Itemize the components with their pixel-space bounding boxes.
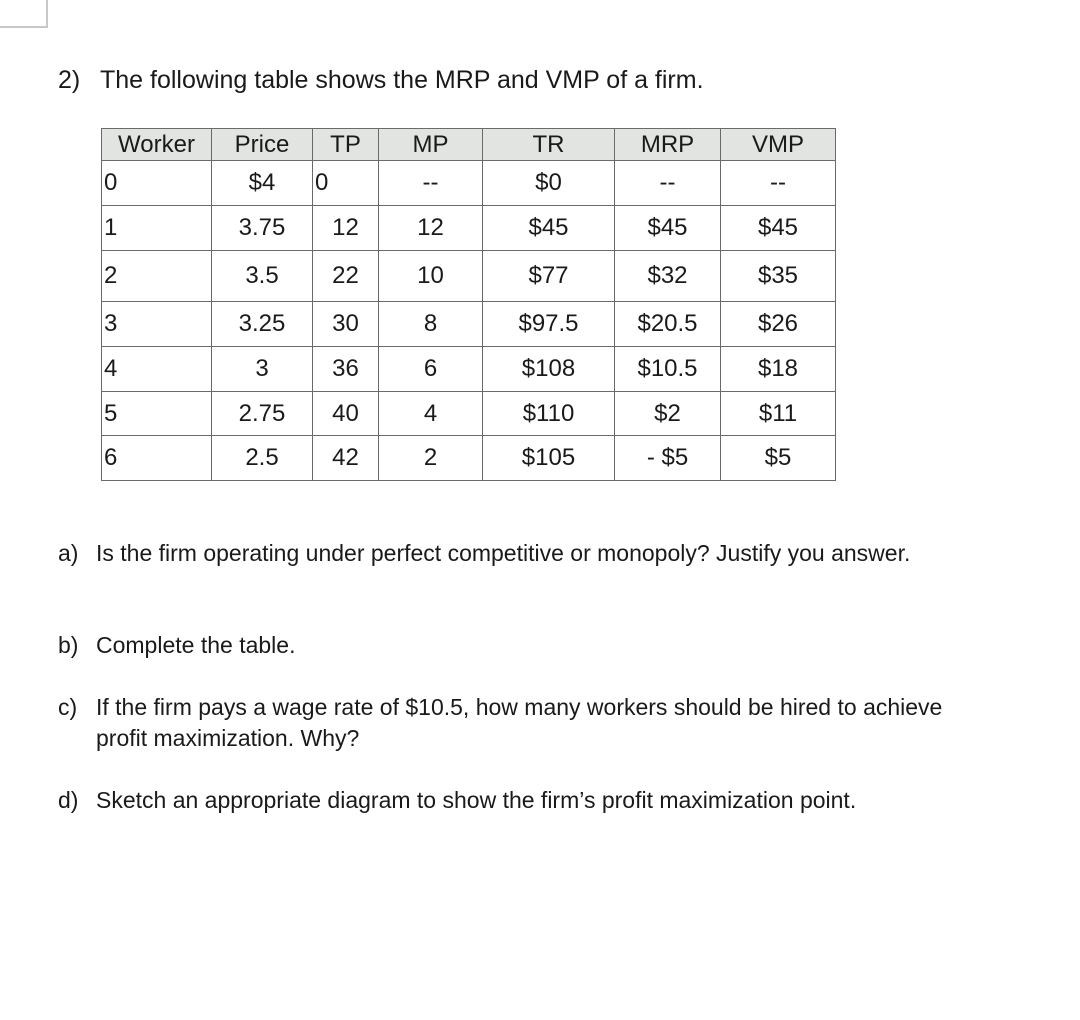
table-cell: 22	[313, 251, 379, 302]
table-cell: $0	[483, 161, 615, 206]
table-cell: $18	[721, 347, 836, 392]
table-cell: $32	[615, 251, 721, 302]
table-cell: 1	[102, 206, 212, 251]
table-cell: $20.5	[615, 302, 721, 347]
table-cell: 40	[313, 392, 379, 436]
table-cell: $110	[483, 392, 615, 436]
table-cell: 3.5	[212, 251, 313, 302]
table-cell: --	[721, 161, 836, 206]
table-cell: 10	[379, 251, 483, 302]
header-worker: Worker	[102, 129, 212, 161]
table-cell: $105	[483, 436, 615, 481]
header-price: Price	[212, 129, 313, 161]
sub-question-letter: d)	[58, 787, 79, 813]
table-cell: $77	[483, 251, 615, 302]
table-cell: $35	[721, 251, 836, 302]
table-cell: 2	[102, 251, 212, 302]
table-cell: 12	[379, 206, 483, 251]
table-cell: $11	[721, 392, 836, 436]
table-row	[102, 347, 836, 392]
table-cell: - $5	[615, 436, 721, 481]
table-cell: 12	[313, 206, 379, 251]
table-cell: 0	[102, 161, 212, 206]
table-cell: 3.25	[212, 302, 313, 347]
sub-question-b	[58, 630, 976, 661]
sub-question-c	[58, 692, 976, 754]
table-cell: $2	[615, 392, 721, 436]
table-cell: $45	[615, 206, 721, 251]
table-cell: 2.75	[212, 392, 313, 436]
table-cell: 42	[313, 436, 379, 481]
table-cell: 36	[313, 347, 379, 392]
table-row	[102, 302, 836, 347]
question-heading	[58, 66, 704, 95]
question-number: 2)	[58, 66, 81, 94]
sub-question-a	[58, 538, 976, 569]
table-cell: 30	[313, 302, 379, 347]
table-cell: $26	[721, 302, 836, 347]
table-row	[102, 392, 836, 436]
table-row	[102, 251, 836, 302]
table-cell: 6	[379, 347, 483, 392]
sub-question-text: Is the firm operating under perfect competitive or monopoly? Justify you answer.	[96, 540, 911, 566]
table-row	[102, 436, 836, 481]
table-cell: 3	[102, 302, 212, 347]
sub-question-text: Sketch an appropriate diagram to show the firm’s profit maximization point.	[96, 787, 857, 813]
table-cell: $45	[483, 206, 615, 251]
header-mrp: MRP	[615, 129, 721, 161]
sub-question-letter: c)	[58, 694, 78, 720]
table-cell: 0	[313, 161, 379, 206]
sub-question-text: If the firm pays a wage rate of $10.5, how many workers should be hired to achieve profit maximization. Why?	[96, 694, 943, 751]
mrp-vmp-table	[101, 128, 836, 481]
table-cell: 4	[379, 392, 483, 436]
header-mp: MP	[379, 129, 483, 161]
table-cell: 5	[102, 392, 212, 436]
header-vmp: VMP	[721, 129, 836, 161]
sub-question-d	[58, 785, 976, 816]
page-corner-mark	[0, 0, 48, 28]
table-cell: 4	[102, 347, 212, 392]
header-tr: TR	[483, 129, 615, 161]
table-row	[102, 206, 836, 251]
table-cell: 2.5	[212, 436, 313, 481]
table-row	[102, 161, 836, 206]
table-cell: 8	[379, 302, 483, 347]
sub-question-text: Complete the table.	[96, 632, 296, 658]
table-cell: 3.75	[212, 206, 313, 251]
sub-question-letter: a)	[58, 540, 79, 566]
table-cell: 2	[379, 436, 483, 481]
header-tp: TP	[313, 129, 379, 161]
table-cell: 3	[212, 347, 313, 392]
table-cell: $10.5	[615, 347, 721, 392]
table-cell: $108	[483, 347, 615, 392]
table-cell: $5	[721, 436, 836, 481]
table-cell: $4	[212, 161, 313, 206]
table-cell: 6	[102, 436, 212, 481]
table-cell: --	[379, 161, 483, 206]
question-title: The following table shows the MRP and VMP of a firm.	[100, 66, 704, 94]
table-cell: $97.5	[483, 302, 615, 347]
table-cell: --	[615, 161, 721, 206]
table-header-row	[102, 129, 836, 161]
table-cell: $45	[721, 206, 836, 251]
sub-question-letter: b)	[58, 632, 79, 658]
